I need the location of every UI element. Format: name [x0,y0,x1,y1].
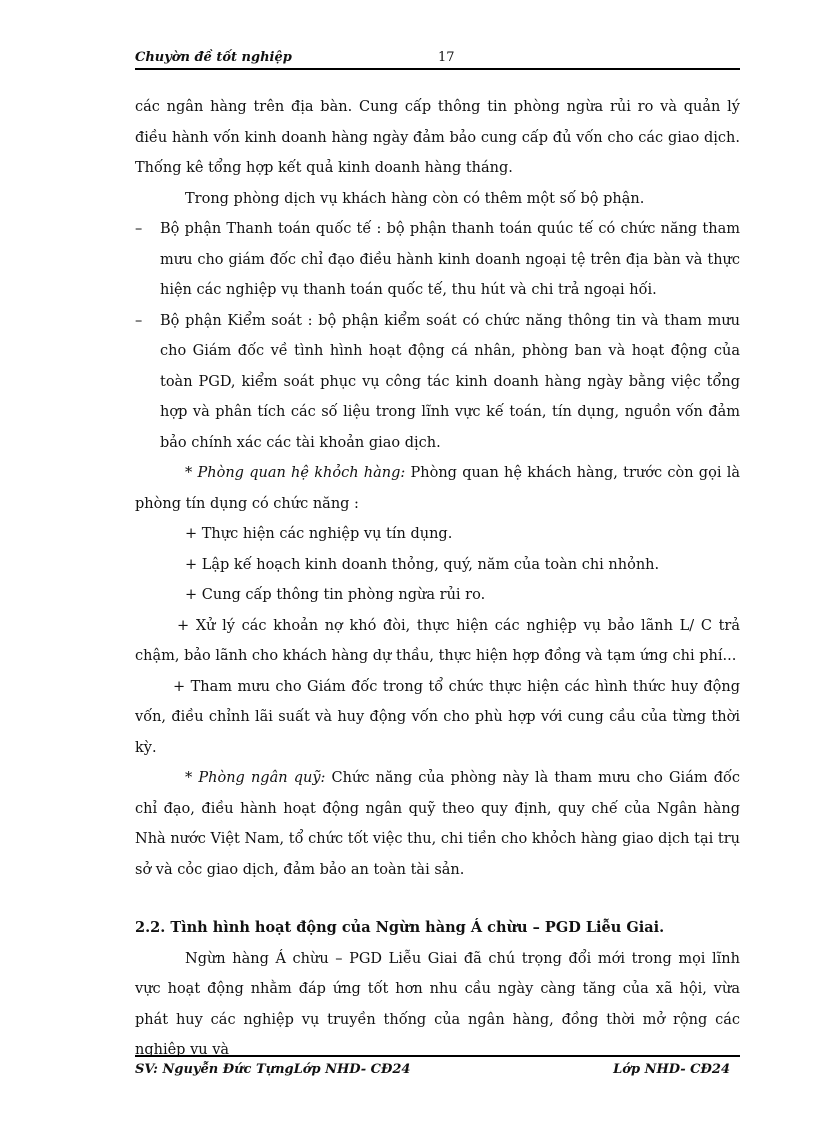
paragraph [135,458,740,519]
paragraph: Trong phòng dịch vụ khách hàng còn có thêm một số bộ phận. [185,190,645,207]
paragraph-text: Chức năng của phòng này là tham mưu cho Giám đốc chỉ đạo, điều hành hoạt động ngân quỹ theo quy định, quy chế của Ngân hàng Nhà nước Việt Nam, tổ chức tốt việc thu, chi tiền cho khỏch hàng giao dịch tại trụ sở và cỏc giao dịch, đảm bảo an toàn tài sản. [135,770,740,878]
list-item-text: Bộ phận Thanh toán quốc tế : bộ phận thanh toán quúc tế có chức năng tham mưu cho giám đốc chỉ đạo điều hành kinh doanh ngoại tệ trên địa bàn và thực hiện các nghiệp vụ thanh toán quốc tế, thu hút và chi trả ngoại hối. [160,221,740,298]
document-body [135,92,740,1066]
paragraph [135,763,740,885]
list-item [135,214,740,306]
paragraph: các ngân hàng trên địa bàn. Cung cấp thông tin phòng ngừa rủi ro và quản lý điều hành vốn kinh doanh hàng ngày đảm bảo cung cấp đủ vốn cho các giao dịch. Thống kê tổng hợp kết quả kinh doanh hàng tháng. [135,99,740,176]
paragraph-text: Phòng quan hệ khách hàng, trước còn gọi là phòng tín dụng có chức năng : [135,465,740,512]
list-item: + Cung cấp thông tin phòng ngừa rủi ro. [185,587,486,603]
paragraph-lead: * Phòng quan hệ khỏch hàng: [185,465,406,481]
list-item-text: Bộ phận Kiểm soát : bộ phận kiểm soát có chức năng thông tin và tham mưu cho Giám đốc về tình hình hoạt động cá nhân, phòng ban và hoạt động của toàn PGD, kiểm soát phục vụ công tác kinh doanh hàng ngày bằng việc tổng hợp và phân tích các số liệu trong lĩnh vực kế toán, tín dụng, nguồn vốn đảm bảo chính xác các tài khoản giao dịch. [160,312,740,451]
page-footer [135,1055,740,1085]
dash-marker: – [135,312,143,329]
paragraph-lead: * Phòng ngân quỹ: [185,770,326,786]
footer-class: Lớp NHD- CĐ24 [613,1062,730,1077]
section-heading: 2.2. Tình hình hoạt động của Ngừn hàng Á chừu – PGD Liễu Giai. [135,919,665,936]
page-number: 17 [438,50,455,65]
paragraph: Ngừn hàng Á chừu – PGD Liễu Giai đã chú trọng đổi mới trong mọi lĩnh vực hoạt động nhằm đáp ứng tốt hơn nhu cầu ngày càng tăng của xã hội, vừa phát huy các nghiệp vụ truyền thống của ngân hàng, đồng thời mở rộng các nghiệp vụ và [135,950,740,1058]
list-item [135,306,740,459]
header-title: Chuyờn đề tốt nghiệp [135,50,292,65]
footer-author: SV: Nguyễn Đức TựngLớp NHD- CĐ24 [135,1062,411,1077]
list-item: + Tham mưu cho Giám đốc trong tổ chức thực hiện các hình thức huy động vốn, điều chỉnh lãi suất và huy động vốn cho phù hợp với cung cầu của từng thời kỳ. [135,678,740,756]
header-rule [135,68,740,70]
list-item: + Thực hiện các nghiệp vụ tín dụng. [185,526,453,542]
dash-marker: – [135,221,143,237]
footer-rule [135,1055,740,1057]
page-header [135,50,740,68]
list-item: + Xử lý các khoản nợ khó đòi, thực hiện các nghiệp vụ bảo lãnh L/ C trả chậm, bảo lãnh cho khách hàng dự thầu, thực hiện hợp đồng và tạm ứng chi phí... [135,617,740,664]
list-item: + Lập kế hoạch kinh doanh thỏng, quý, năm của toàn chi nhỏnh. [185,556,660,573]
